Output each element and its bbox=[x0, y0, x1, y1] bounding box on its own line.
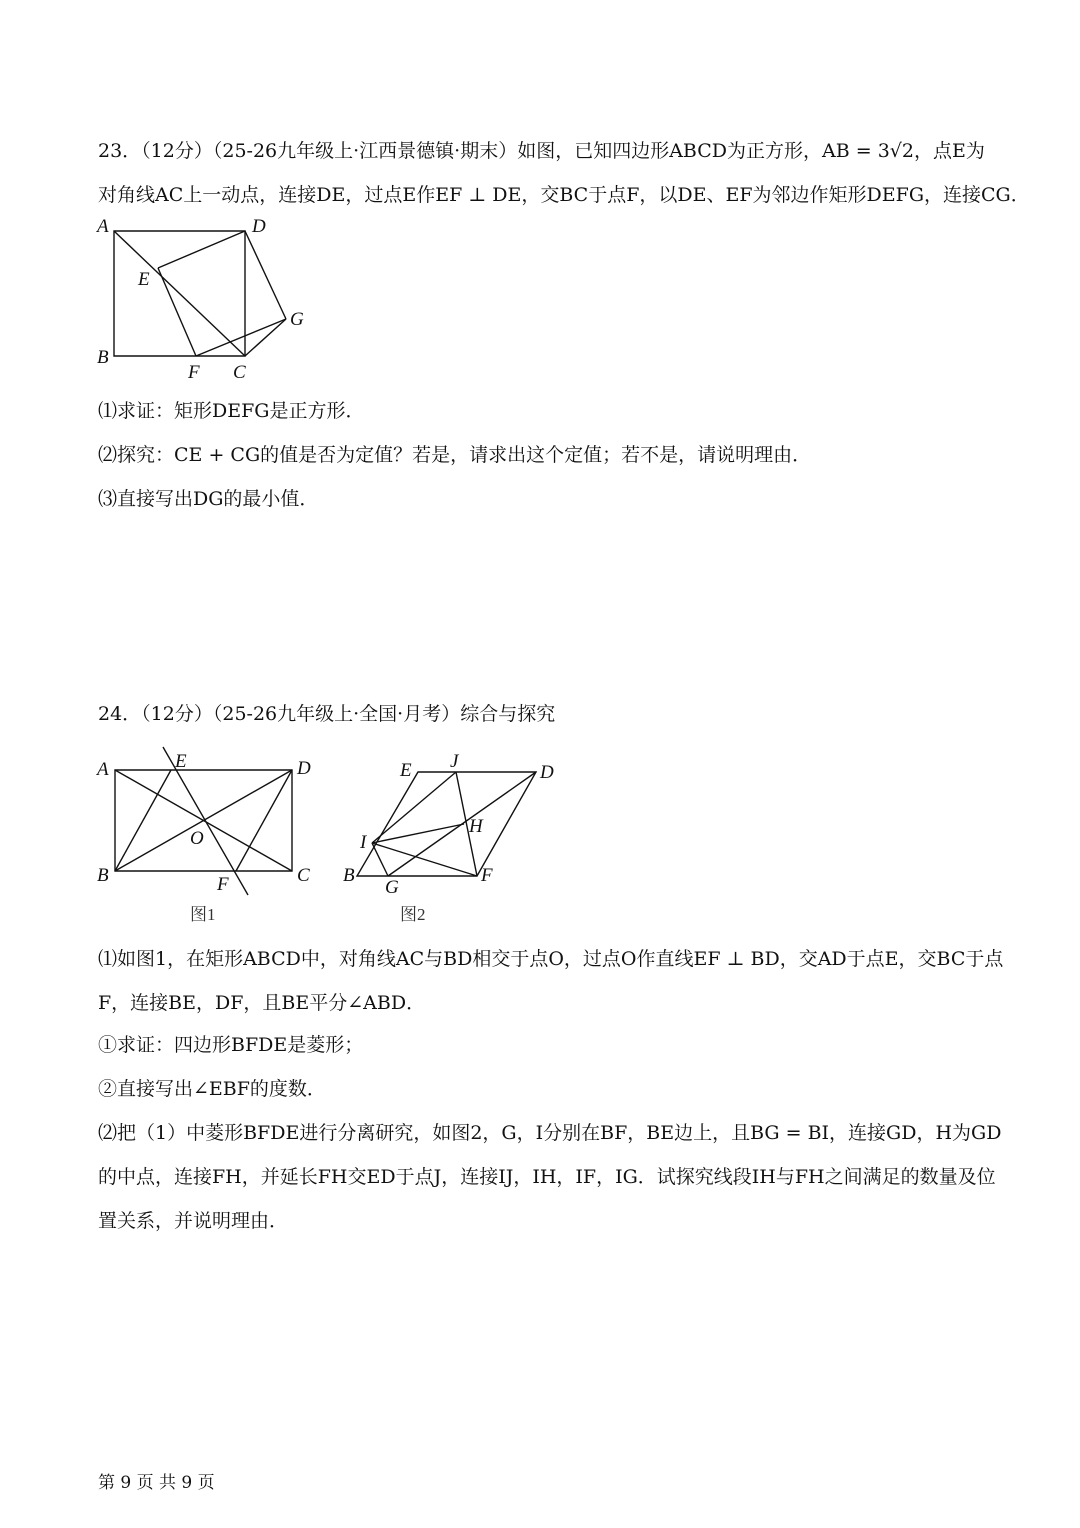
q24-p1-line-2: F，连接BE，DF，且BE平分∠ABD． bbox=[98, 992, 426, 1014]
label-j: J bbox=[450, 751, 459, 772]
label-a: A bbox=[97, 216, 109, 237]
segment-be bbox=[115, 770, 171, 871]
label-d: D bbox=[252, 216, 266, 237]
segment-if bbox=[372, 843, 477, 876]
segment-dg bbox=[245, 231, 286, 319]
q24-p2-line-2: 的中点，连接FH，并延长FH交ED于点J，连接IJ，IH，IF，IG．试探究线段IH与FH之间满足的数量及位 bbox=[98, 1166, 996, 1188]
label-g: G bbox=[385, 877, 399, 898]
q23-line-1: 23．（12分）（25-26九年级上·江西景德镇·期末）如图，已知四边形ABCD为正方形，AB = 3√2，点E为 bbox=[98, 140, 985, 162]
segment-cg bbox=[245, 319, 286, 356]
q24-p1-b: ②直接写出∠EBF的度数． bbox=[98, 1078, 326, 1100]
diagonal-ac bbox=[114, 231, 245, 356]
q23-sub-2: ⑵探究：CE + CG的值是否为定值？若是，请求出这个定值；若不是，请说明理由． bbox=[98, 444, 812, 466]
q24-line-1: 24．（12分）（25-26九年级上·全国·月考）综合与探究 bbox=[98, 703, 556, 725]
q23-line-2: 对角线AC上一动点，连接DE，过点E作EF ⊥ DE，交BC于点F，以DE、EF为邻边作矩形DEFG，连接CG． bbox=[98, 184, 1030, 206]
label-f: F bbox=[217, 874, 229, 895]
label-f: F bbox=[481, 865, 493, 886]
label-b: B bbox=[97, 347, 109, 368]
label-d: D bbox=[297, 758, 311, 779]
q24-p2-line-1: ⑵把（1）中菱形BFDE进行分离研究，如图2，G，I分别在BF，BE边上，且BG = BI，连接GD，H为GD bbox=[98, 1122, 1002, 1144]
page-footer: 第 9 页 共 9 页 bbox=[98, 1473, 215, 1493]
label-e: E bbox=[400, 760, 412, 781]
q24-p2-line-3: 置关系，并说明理由． bbox=[98, 1210, 289, 1232]
label-o: O bbox=[190, 828, 204, 849]
q24-figure-1 bbox=[90, 745, 330, 930]
segment-fg bbox=[196, 319, 286, 356]
label-c: C bbox=[297, 865, 310, 886]
label-d: D bbox=[540, 762, 554, 783]
rhombus-bfde bbox=[357, 772, 536, 876]
label-f: F bbox=[188, 362, 200, 383]
q24-p1-line-1: ⑴如图1，在矩形ABCD中，对角线AC与BD相交于点O，过点O作直线EF ⊥ BD，交AD于点E，交BC于点 bbox=[98, 948, 1004, 970]
segment-ij bbox=[372, 772, 456, 843]
segment-de bbox=[158, 231, 245, 268]
caption-fig1: 图1 bbox=[190, 905, 216, 924]
label-a: A bbox=[97, 759, 109, 780]
caption-fig2: 图2 bbox=[400, 905, 426, 924]
label-h: H bbox=[469, 816, 483, 837]
q24-p1-a: ①求证：四边形BFDE是菱形； bbox=[98, 1034, 364, 1056]
label-b: B bbox=[97, 865, 109, 886]
segment-df bbox=[236, 770, 292, 871]
label-i: I bbox=[360, 832, 367, 853]
q23-sub-3: ⑶直接写出DG的最小值． bbox=[98, 488, 319, 510]
label-c: C bbox=[233, 362, 246, 383]
q24-figure-2 bbox=[340, 745, 570, 930]
label-e: E bbox=[175, 751, 187, 772]
segment-ef bbox=[158, 268, 196, 356]
label-e: E bbox=[138, 269, 150, 290]
label-b: B bbox=[343, 865, 355, 886]
q23-sub-1: ⑴求证：矩形DEFG是正方形． bbox=[98, 400, 365, 422]
q23-figure bbox=[90, 210, 330, 385]
label-g: G bbox=[290, 309, 304, 330]
